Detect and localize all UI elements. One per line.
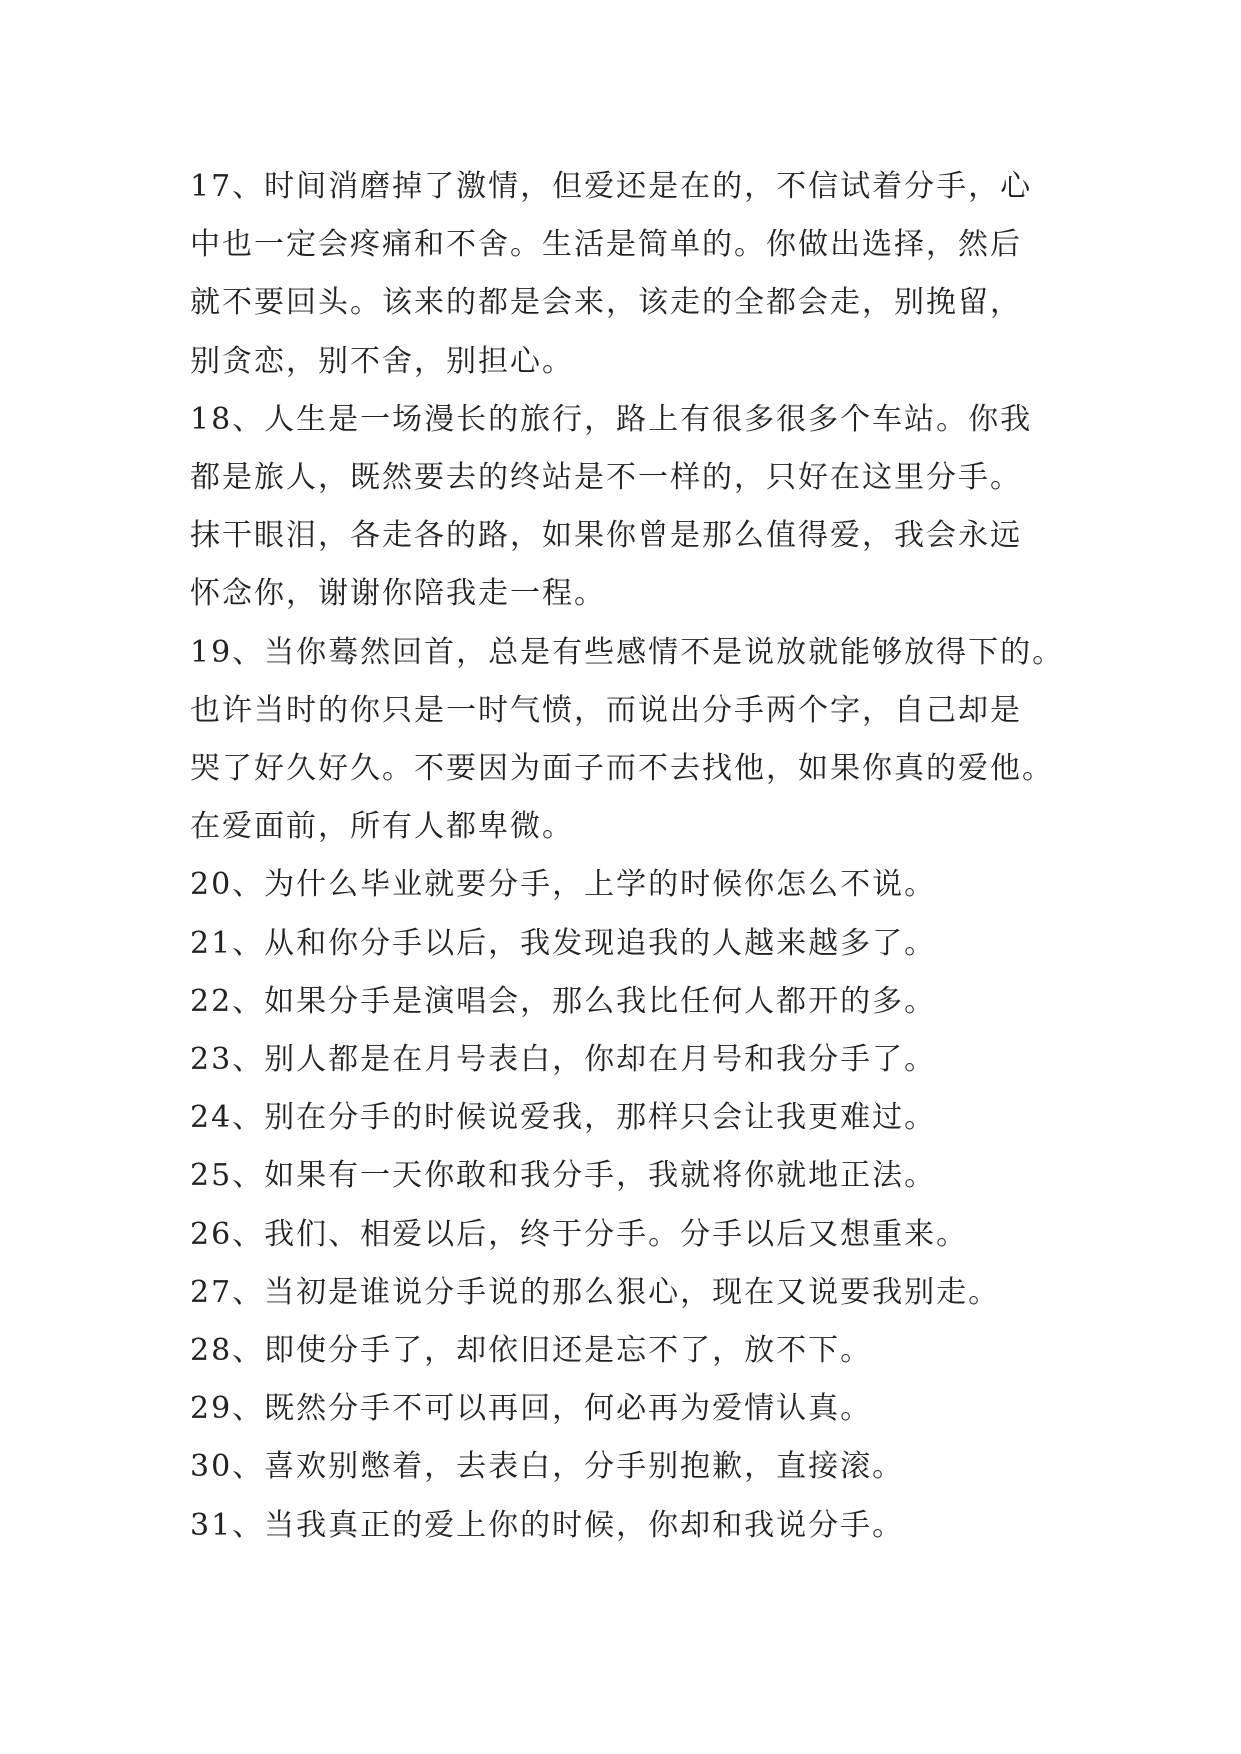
text-line: 18、人生是一场漫长的旅行，路上有很多很多个车站。你我 — [190, 401, 1033, 437]
text-line: 22、如果分手是演唱会，那么我比任何人都开的多。 — [190, 983, 937, 1019]
entry-28 — [190, 1322, 1080, 1380]
text-line: 19、当你蓦然回首，总是有些感情不是说放就能够放得下的。 — [190, 634, 1065, 670]
text-line: 哭了好久好久。不要因为面子而不去找他，如果你真的爱他。 — [190, 751, 1054, 787]
text-line: 30、喜欢别憋着，去表白，分手别抱歉，直接滚。 — [190, 1449, 905, 1485]
text-line: 20、为什么毕业就要分手，上学的时候你怎么不说。 — [190, 867, 937, 903]
text-line: 17、时间消磨掉了激情，但爱还是在的，不信试着分手，心 — [190, 169, 1033, 204]
text-line: 24、别在分手的时候说爱我，那样只会让我更难过。 — [190, 1100, 937, 1136]
entry-17 — [190, 158, 1080, 391]
text-line: 也许当时的你只是一时气愤，而说出分手两个字，自己却是 — [190, 692, 1022, 728]
entry-23 — [190, 1031, 1080, 1089]
text-line: 21、从和你分手以后，我发现追我的人越来越多了。 — [190, 925, 937, 961]
text-line: 别贪恋，别不舍，别担心。 — [190, 343, 574, 379]
text-line: 25、如果有一天你敢和我分手，我就将你就地正法。 — [190, 1158, 937, 1194]
entry-30 — [190, 1438, 1080, 1496]
text-line: 中也一定会疼痛和不舍。生活是简单的。你做出选择，然后 — [190, 227, 1022, 263]
text-line: 都是旅人，既然要去的终站是不一样的，只好在这里分手。 — [190, 460, 1022, 496]
entry-31 — [190, 1497, 1080, 1555]
text-line: 怀念你，谢谢你陪我走一程。 — [190, 576, 606, 612]
entry-29 — [190, 1380, 1080, 1438]
text-line: 26、我们、相爱以后，终于分手。分手以后又想重来。 — [190, 1216, 969, 1252]
entry-25 — [190, 1147, 1080, 1205]
body-text — [190, 158, 1080, 1555]
entry-27 — [190, 1264, 1080, 1322]
entry-22 — [190, 973, 1080, 1031]
entry-20 — [190, 856, 1080, 914]
text-line: 27、当初是谁说分手说的那么狠心，现在又说要我别走。 — [190, 1274, 1001, 1310]
text-line: 31、当我真正的爱上你的时候，你却和我说分手。 — [190, 1507, 905, 1543]
entry-21 — [190, 915, 1080, 973]
text-line: 在爱面前，所有人都卑微。 — [190, 809, 574, 845]
text-line: 29、既然分手不可以再回，何必再为爱情认真。 — [190, 1391, 873, 1427]
text-line: 23、别人都是在月号表白，你却在月号和我分手了。 — [190, 1042, 937, 1078]
entry-18 — [190, 391, 1080, 624]
entry-24 — [190, 1089, 1080, 1147]
text-line: 28、即使分手了，却依旧还是忘不了，放不下。 — [190, 1333, 873, 1369]
text-line: 抹干眼泪，各走各的路，如果你曾是那么值得爱，我会永远 — [190, 518, 1022, 554]
entry-19 — [190, 624, 1080, 857]
text-line: 就不要回头。该来的都是会来，该走的全都会走，别挽留， — [190, 285, 1022, 321]
entry-26 — [190, 1206, 1080, 1264]
